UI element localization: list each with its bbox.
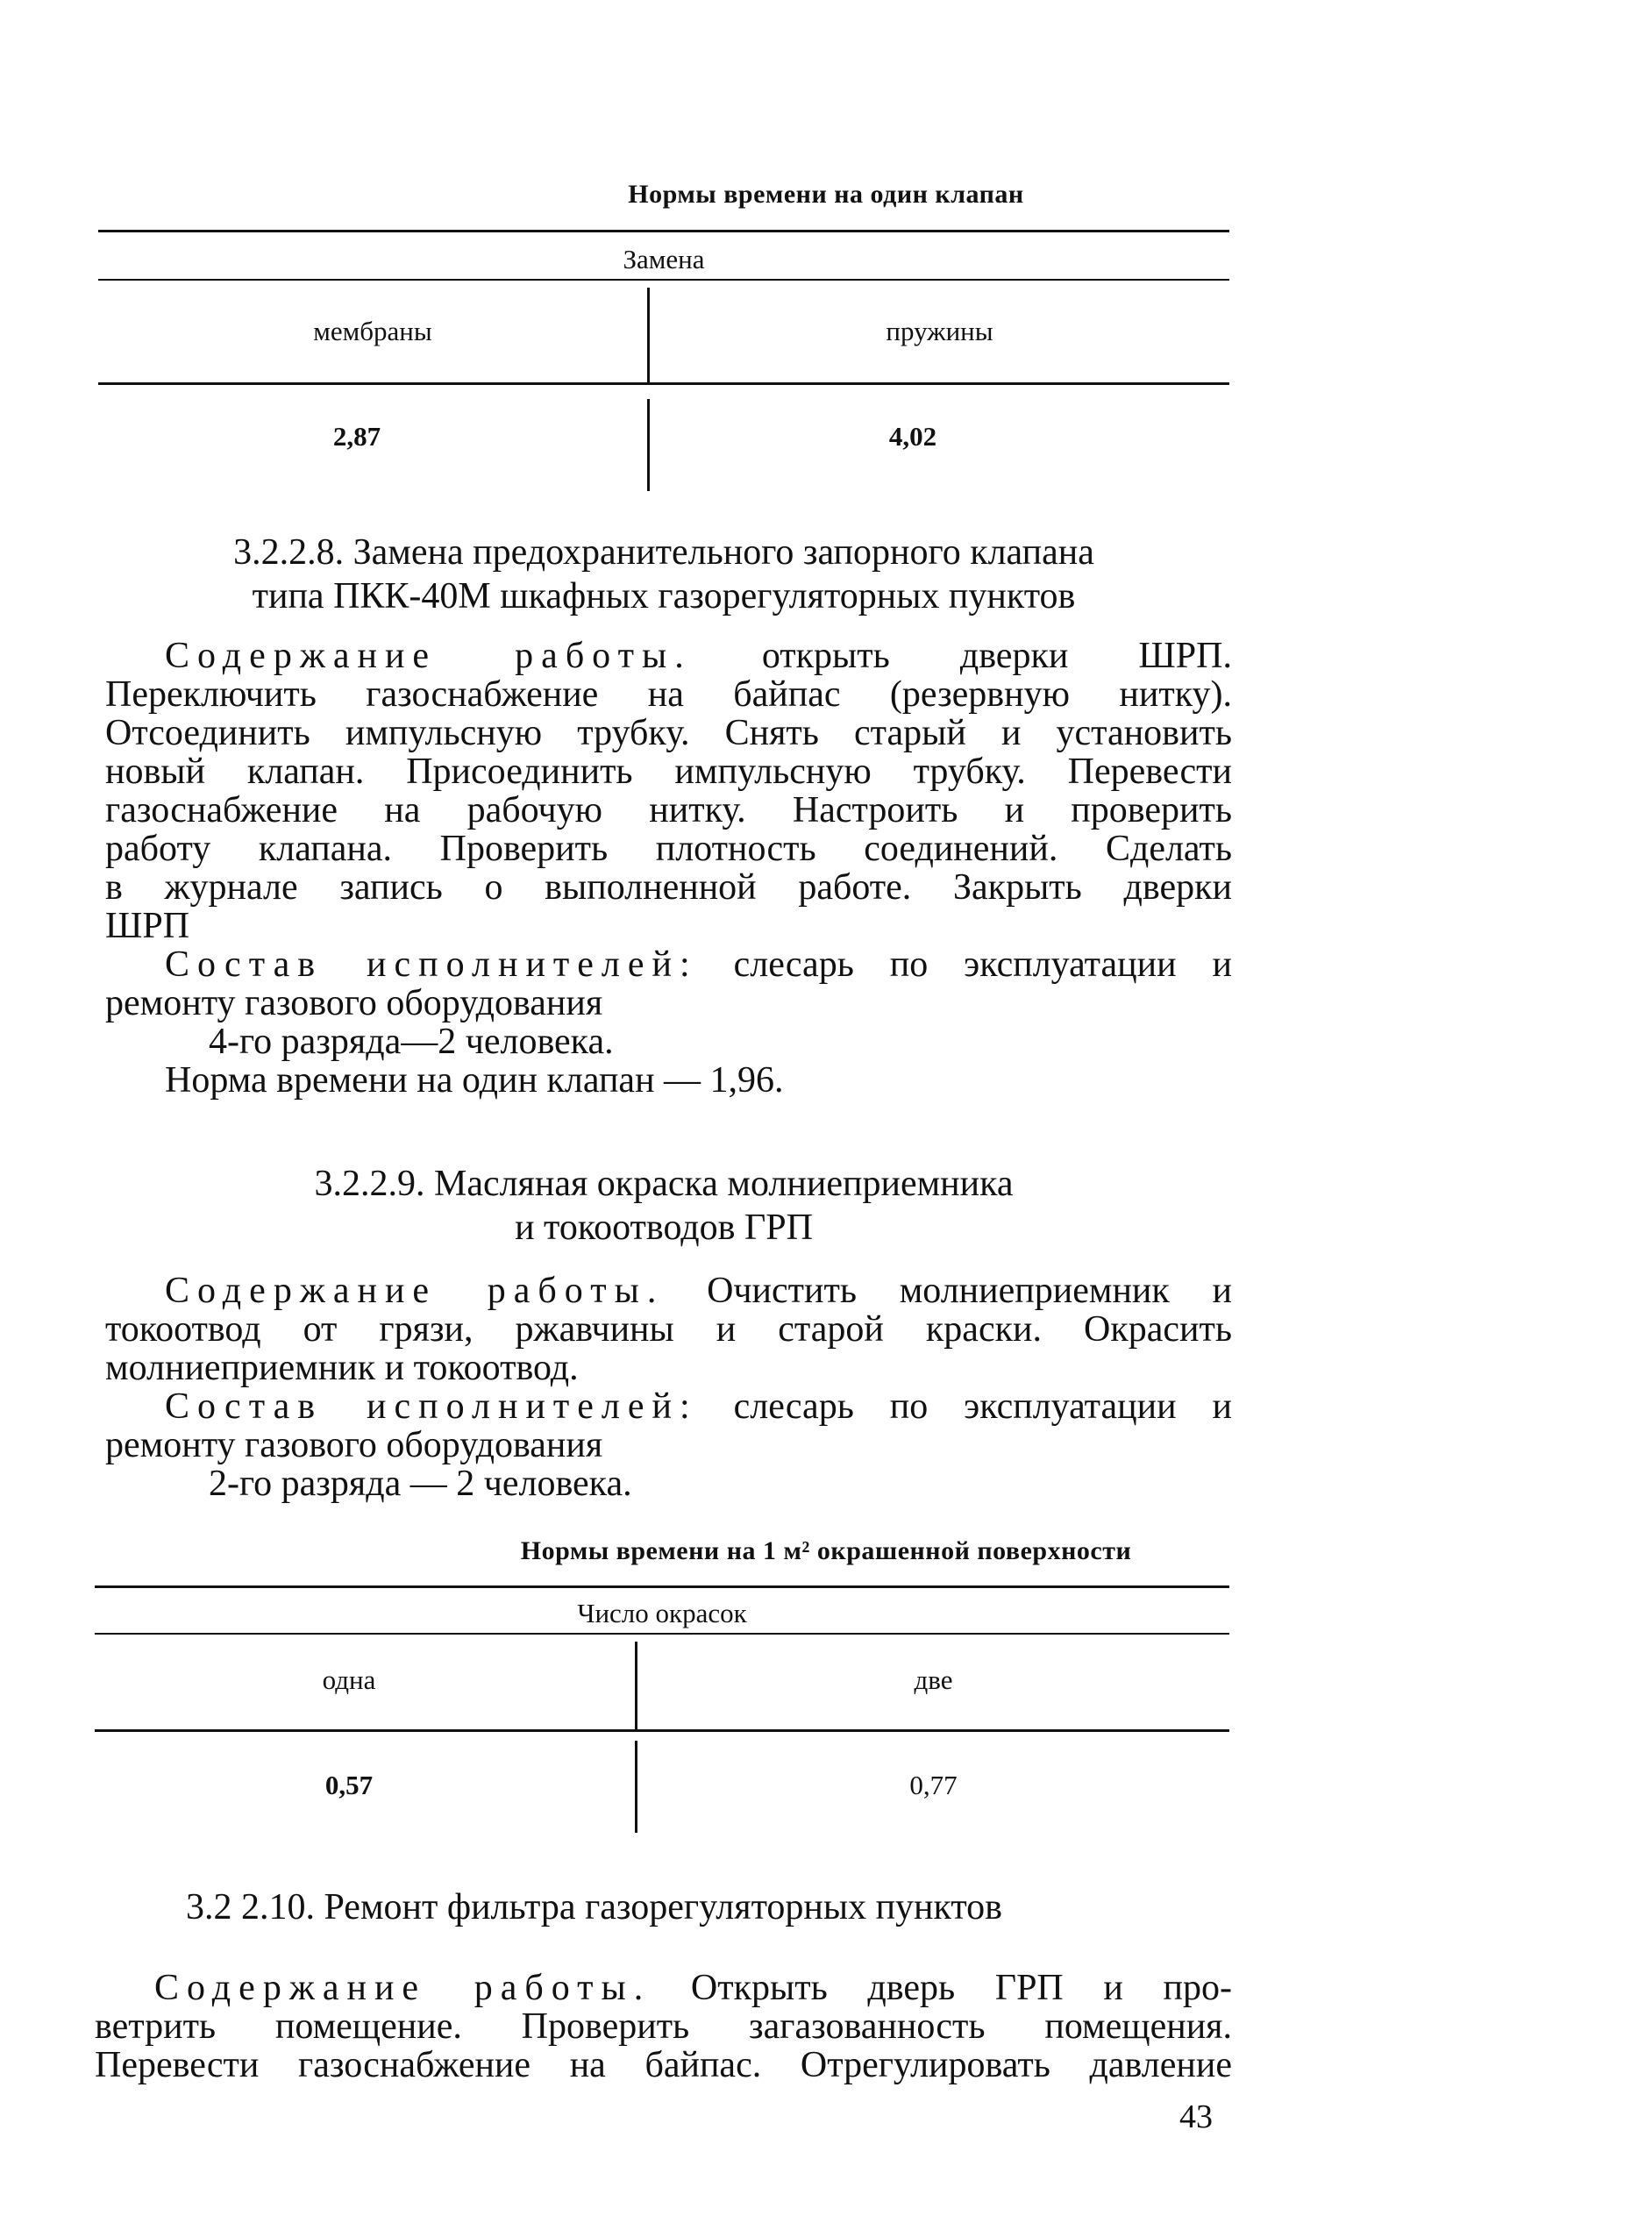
page-number: 43 [1179,2098,1213,2135]
section-3228-content-text1: открыть дверки ШРП. [761,636,1232,676]
section-3229-staff-line3: 2-го разряда — 2 человека. [209,1464,632,1504]
table1-col-membrany: мембраны [313,316,432,346]
section-3229-content-line2: токоотвод от грязи, ржавчины и старой краски. Окрасить [105,1309,1232,1350]
section-3229-title-line1: 3.2.2.9. Масляная окраска молниеприемника [314,1164,1014,1204]
section-3228-staff-line3: 4-го разряда—2 человека. [209,1022,614,1062]
table1-value-pruzhiny: 4,02 [888,421,937,452]
table2-group-rule [95,1633,1229,1635]
section-32210-content [95,1969,1232,2084]
table1-group-header: Замена [623,244,705,274]
section-3229-content-label: Содержание работы. [165,1271,665,1311]
table2-caption: Нормы времени на 1 м² окрашенной поверхности [520,1536,1132,1565]
table2-group-header: Число окрасок [577,1598,747,1628]
section-3228-staff-text1: слесарь по эксплуатации и [733,944,1232,985]
section-3229-staff-line1 [105,1387,1232,1426]
section-3228-content-line1 [105,637,1232,675]
section-3229-staff-text1: слесарь по эксплуатации и [733,1386,1232,1427]
section-3229-content-line3: молниеприемник и токоотвод. [105,1348,579,1388]
section-3229-title-line2: и токоотводов ГРП [515,1208,813,1248]
section-3228-staff-line1 [105,945,1232,984]
section-3228-content-line6: работу клапана. Проверить плотность соединений. Сделать [105,829,1232,869]
section-3228-content-line7: в журнале запись о выполненной работе. Закрыть дверки [105,867,1232,908]
section-3229-staff-line2: ремонту газового оборудования [105,1425,603,1465]
table1-top-rule [98,230,1229,232]
section-3228-title [98,531,1229,618]
section-3228-content-line5: газоснабжение на рабочую нитку. Настроить и проверить [105,790,1232,830]
section-3228-title-line1: 3.2.2.8. Замена предохранительного запорного клапана [233,532,1094,573]
section-3229-content-text1: Очистить молниеприемник и [707,1271,1233,1311]
section-3229-content [105,1272,1232,1503]
table2-header-rule [95,1729,1229,1732]
table2-col-dve: две [914,1664,953,1695]
section-3229-staff-label: Состав исполнителей: [165,1386,698,1427]
section-3228-content-line2: Переключить газоснабжение на байпас (резервную нитку). [105,674,1232,715]
table2-top-rule [95,1585,1229,1588]
section-3228-content [105,637,1232,1100]
table2-value-odna: 0,57 [324,1770,374,1800]
section-3228-content-line4: новый клапан. Присоединить импульсную трубку. Перевести [105,752,1232,792]
table1-col-pruzhiny: пружины [886,316,993,346]
table1-caption: Нормы времени на один клапан [628,180,1024,209]
section-32210-title: 3.2 2.10. Ремонт фильтра газорегуляторных пунктов [186,1887,1003,1927]
table1-value-membrany: 2,87 [332,421,381,452]
section-3228-content-label: Содержание работы. [165,636,692,676]
table1-group-rule [98,279,1229,281]
section-3228-title-line2: типа ПКК-40М шкафных газорегуляторных пунктов [252,576,1076,616]
section-32210-content-line1 [95,1969,1232,2007]
section-3228-staff-line2: ремонту газового оборудования [105,983,603,1023]
table1-header-rule [98,382,1229,385]
section-3228-staff-label: Состав исполнителей: [165,944,698,985]
section-32210-content-text1: Открыть дверь ГРП и про- [690,1968,1233,2008]
section-32210-content-line2: ветрить помещение. Проверить загазованность помещения. [95,2006,1232,2047]
section-3228-norm: Норма времени на один клапан — 1,96. [165,1060,784,1101]
table2-col-odna: одна [322,1664,376,1695]
section-3229-title [98,1162,1229,1250]
section-32210-content-label: Содержание работы. [154,1968,652,2008]
section-3228-content-line8: ШРП [105,906,190,946]
section-3228-content-line3: Отсоединить импульсную трубку. Снять старый и установить [105,713,1232,753]
section-32210-content-line3: Перевести газоснабжение на байпас. Отрегулировать давление [95,2045,1232,2085]
section-3229-content-line1 [105,1272,1232,1310]
table2-value-dve: 0,77 [909,1770,958,1800]
